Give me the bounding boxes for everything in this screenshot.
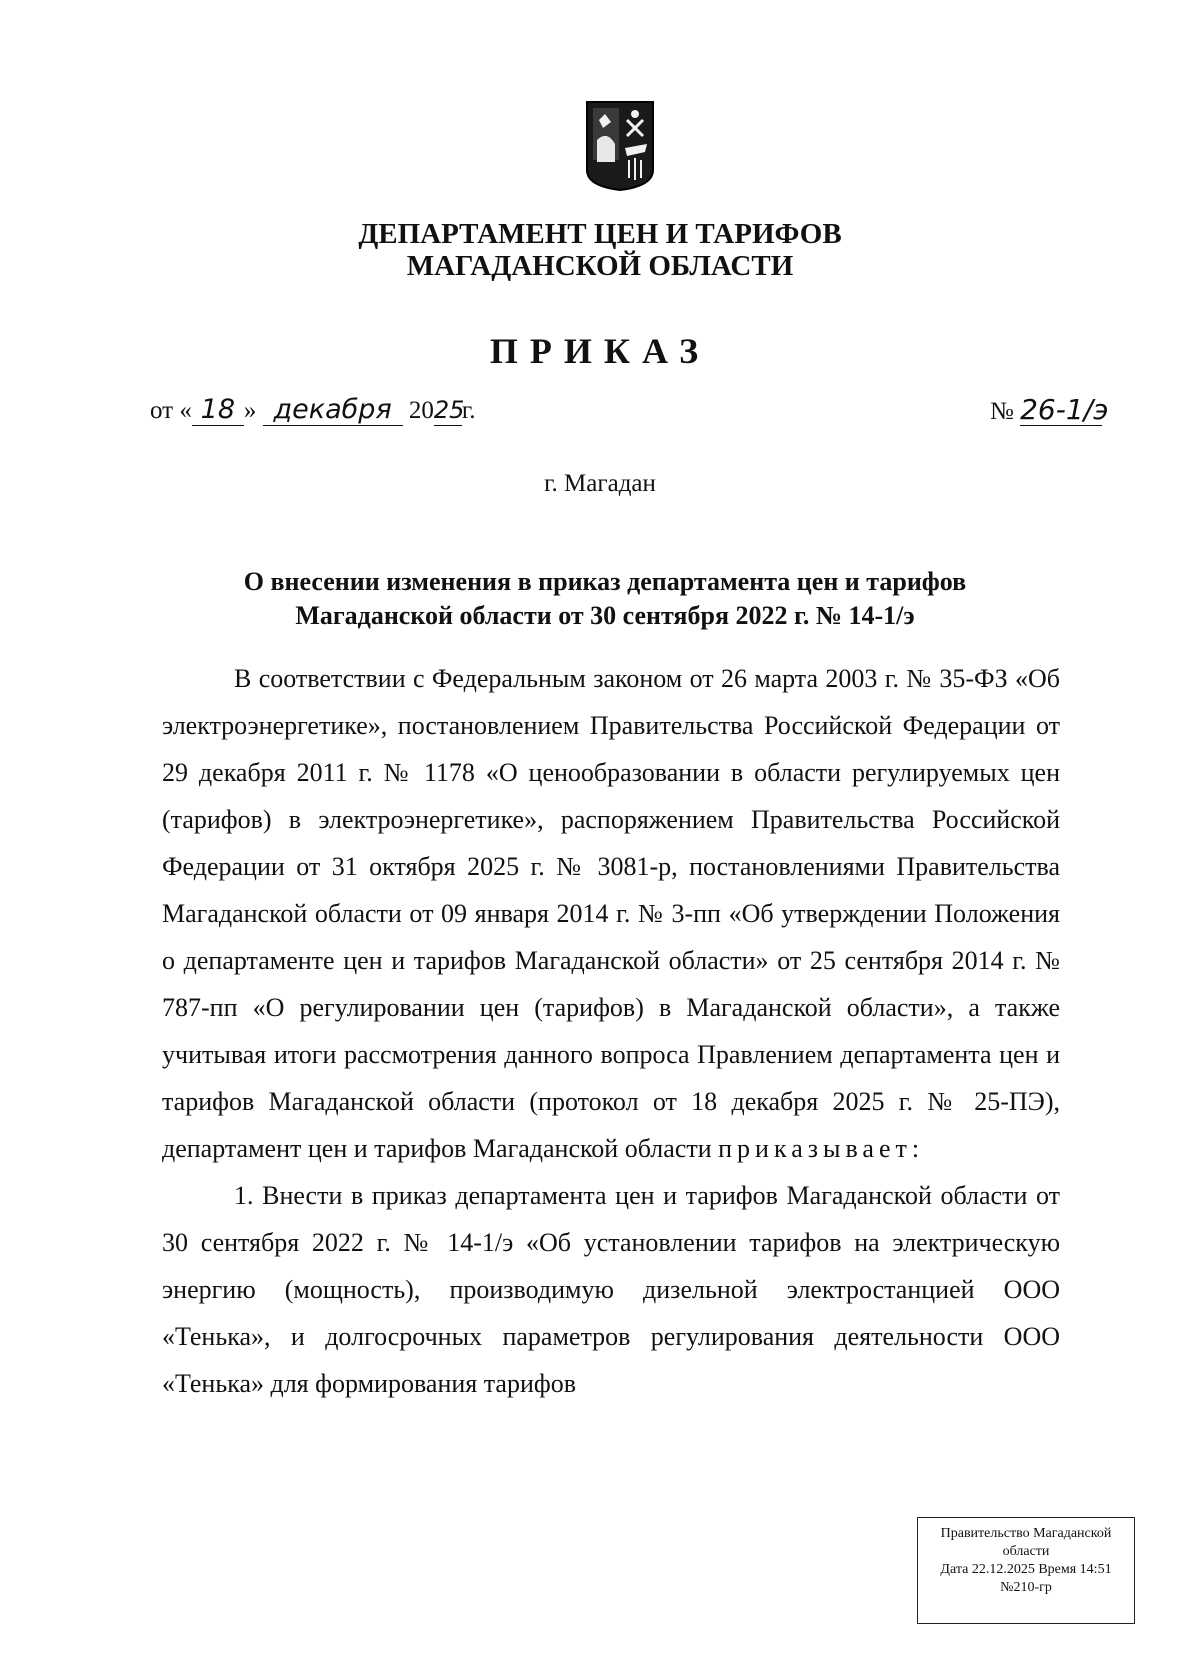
document-title <box>150 565 1060 633</box>
title-line2: Магаданской области от 30 сентября 2022 г. № 14-1/э <box>295 601 915 630</box>
city-line: г. Магадан <box>544 470 656 497</box>
preamble-paragraph <box>162 655 1060 1172</box>
order-date <box>150 395 476 426</box>
title-line1: О внесении изменения в приказ департамента цен и тарифов <box>243 567 967 596</box>
orders-word: приказывает: <box>718 1134 925 1163</box>
stamp-line3: Дата 22.12.2025 Время 14:51 <box>940 1562 1112 1577</box>
preamble-text: В соответствии с Федеральным законом от 26 марта 2003 г. № 35-ФЗ «Об электроэнергетике», постановлением Правительства Российской Федерации от 29 декабря 2011 г. № 1178 «О ценообразовании в области регулируемых цен (тарифов) в электроэнергетике», распоряжением Правительства Российской Федерации от 31 октября 2025 г. № 3081-р, постановлениями Правительства Магаданской области от 09 января 2014 г. № 3-пп «Об утверждении Положения о департаменте цен и тарифов Магаданской области» от 25 сентября 2014 г. № 787-пп «О регулировании цен (тарифов) в Магаданской области», а также учитывая итоги рассмотрения данного вопроса Правлением департамента цен и тарифов Магаданской области (протокол от 18 декабря 2025 г. № 25-ПЭ), департамент цен и тарифов Магаданской области <box>162 664 1060 1163</box>
number-handwritten: 26-1/э <box>1020 393 1109 426</box>
date-year-handwritten: 25 <box>433 396 465 424</box>
department-name-line2: МАГАДАНСКОЙ ОБЛАСТИ <box>406 250 794 282</box>
item1-paragraph: 1. Внести в приказ департамента цен и тарифов Магаданской области от 30 сентября 2022 г. № 14-1/э «Об установлении тарифов на электрическую энергию (мощность), производимую дизельной электростанцией ООО «Тенька», и долгосрочных параметров регулирования деятельности ООО «Тенька» для формирования тарифов <box>162 1181 1060 1398</box>
number-prefix: № <box>990 398 1014 425</box>
date-quote-close: » <box>243 397 257 424</box>
date-day-handwritten: 18 <box>192 395 244 426</box>
department-name-line1: ДЕПАРТАМЕНТ ЦЕН И ТАРИФОВ <box>358 218 842 250</box>
document-body <box>162 655 1060 1407</box>
document-type-heading: ПРИКАЗ <box>489 331 711 371</box>
date-suffix: г. <box>461 397 476 424</box>
stamp-line1: Правительство Магаданской <box>940 1526 1112 1541</box>
stamp-line2: области <box>1002 1544 1050 1559</box>
registration-stamp <box>917 1517 1135 1624</box>
date-year-prefix: 20 <box>408 397 434 424</box>
order-number <box>990 393 1109 426</box>
coat-of-arms-emblem <box>585 100 655 192</box>
date-month-handwritten: декабря <box>263 395 403 426</box>
date-prefix: от « <box>150 397 192 424</box>
stamp-line4: №210-гр <box>1000 1580 1052 1595</box>
